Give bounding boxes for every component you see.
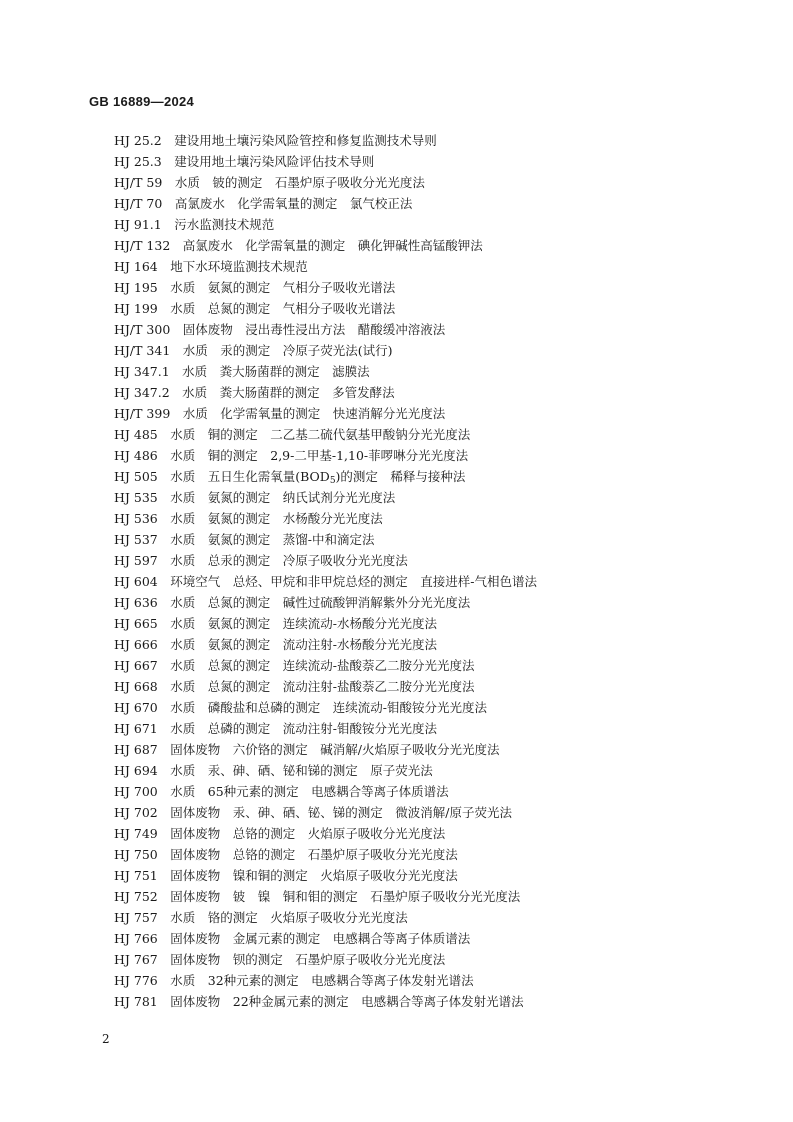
reference-item: HJ 505 水质 五日生化需氧量$(BOD_5)$的测定 稀释与接种法 — [114, 469, 466, 486]
page-number: 2 — [102, 1032, 110, 1046]
reference-item: HJ 665 水质 氨氮的测定 连续流动-水杨酸分光光度法 — [114, 616, 437, 631]
reference-item: HJ 604 环境空气 总烃、甲烷和非甲烷总烃的测定 直接进样-气相色谱法 — [114, 574, 537, 589]
reference-item: HJ 671 水质 总磷的测定 流动注射-钼酸铵分光光度法 — [114, 721, 437, 736]
reference-item: HJ 485 水质 铜的测定 二乙基二硫代氨基甲酸钠分光光度法 — [114, 427, 471, 442]
reference-item: HJ 195 水质 氨氮的测定 气相分子吸收光谱法 — [114, 280, 396, 295]
reference-item: HJ 700 水质 65种元素的测定 电感耦合等离子体质谱法 — [114, 784, 449, 799]
reference-item: HJ 25.3 建设用地土壤污染风险评估技术导则 — [114, 154, 375, 169]
reference-item: HJ 347.1 水质 粪大肠菌群的测定 滤膜法 — [114, 364, 370, 379]
reference-item: HJ/T 132 高氯废水 化学需氧量的测定 碘化钾碱性高锰酸钾法 — [114, 238, 483, 253]
reference-item: HJ 164 地下水环境监测技术规范 — [114, 259, 308, 274]
reference-item: HJ 767 固体废物 钡的测定 石墨炉原子吸收分光光度法 — [114, 952, 446, 967]
reference-item: HJ/T 341 水质 汞的测定 冷原子荧光法(试行) — [114, 343, 393, 358]
reference-item: HJ 667 水质 总氮的测定 连续流动-盐酸萘乙二胺分光光度法 — [114, 658, 475, 673]
reference-item: HJ 666 水质 氨氮的测定 流动注射-水杨酸分光光度法 — [114, 637, 437, 652]
reference-item: HJ 537 水质 氨氮的测定 蒸馏-中和滴定法 — [114, 532, 375, 547]
reference-item: HJ 199 水质 总氮的测定 气相分子吸收光谱法 — [114, 301, 396, 316]
reference-item: HJ 749 固体废物 总铬的测定 火焰原子吸收分光光度法 — [114, 826, 446, 841]
reference-item: HJ 25.2 建设用地土壤污染风险管控和修复监测技术导则 — [114, 133, 437, 148]
reference-item: HJ 670 水质 磷酸盐和总磷的测定 连续流动-钼酸铵分光光度法 — [114, 700, 487, 715]
reference-item: HJ/T 59 水质 铍的测定 石墨炉原子吸收分光光度法 — [114, 175, 425, 190]
reference-item: HJ 750 固体废物 总铬的测定 石墨炉原子吸收分光光度法 — [114, 847, 458, 862]
reference-item: HJ/T 300 固体废物 浸出毒性浸出方法 醋酸缓冲溶液法 — [114, 322, 446, 337]
reference-item: HJ 535 水质 氨氮的测定 纳氏试剂分光光度法 — [114, 490, 396, 505]
reference-item: HJ 536 水质 氨氮的测定 水杨酸分光光度法 — [114, 511, 383, 526]
reference-item: HJ 751 固体废物 镍和铜的测定 火焰原子吸收分光光度法 — [114, 868, 458, 883]
reference-item: HJ 597 水质 总汞的测定 冷原子吸收分光光度法 — [114, 553, 408, 568]
reference-item: HJ 347.2 水质 粪大肠菌群的测定 多管发酵法 — [114, 385, 395, 400]
subscript-5: 5 — [329, 476, 336, 486]
reference-item: HJ 702 固体废物 汞、砷、硒、铋、锑的测定 微波消解/原子荧光法 — [114, 805, 512, 820]
reference-item: HJ 766 固体废物 金属元素的测定 电感耦合等离子体质谱法 — [114, 931, 471, 946]
reference-item: HJ 757 水质 铬的测定 火焰原子吸收分光光度法 — [114, 910, 408, 925]
reference-item: HJ 694 水质 汞、砷、硒、铋和锑的测定 原子荧光法 — [114, 763, 433, 778]
reference-item: HJ 668 水质 总氮的测定 流动注射-盐酸萘乙二胺分光光度法 — [114, 679, 475, 694]
reference-item: HJ/T 399 水质 化学需氧量的测定 快速消解分光光度法 — [114, 406, 446, 421]
reference-item: HJ 781 固体废物 22种金属元素的测定 电感耦合等离子体发射光谱法 — [114, 994, 524, 1009]
reference-item: HJ 636 水质 总氮的测定 碱性过硫酸钾消解紫外分光光度法 — [114, 595, 471, 610]
reference-item: HJ 486 水质 铜的测定 2,9-二甲基-1,10-菲啰啉分光光度法 — [114, 448, 469, 463]
reference-item: HJ 776 水质 32种元素的测定 电感耦合等离子体发射光谱法 — [114, 973, 474, 988]
normative-references-list — [114, 130, 754, 1012]
reference-item: HJ 687 固体废物 六价铬的测定 碱消解/火焰原子吸收分光光度法 — [114, 742, 500, 757]
reference-item: HJ/T 70 高氯废水 化学需氧量的测定 氯气校正法 — [114, 196, 413, 211]
standard-number-header: GB 16889—2024 — [89, 94, 195, 109]
reference-item: HJ 752 固体废物 铍 镍 铜和钼的测定 石墨炉原子吸收分光光度法 — [114, 889, 521, 904]
reference-item: HJ 91.1 污水监测技术规范 — [114, 217, 275, 232]
